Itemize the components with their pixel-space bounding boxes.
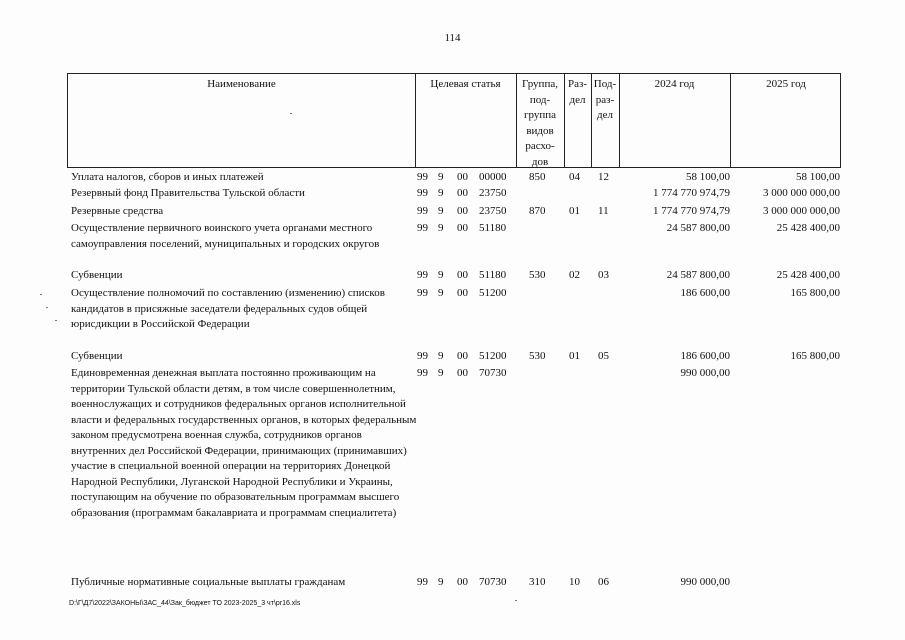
amount-2024: 990 000,00: [680, 367, 730, 379]
row-name: Публичные нормативные социальные выплаты гражданам: [71, 576, 346, 588]
expense-group: 870: [529, 205, 546, 217]
target-code-part: 00000: [479, 171, 507, 183]
header-section: [564, 77, 591, 108]
table-header: [67, 73, 841, 168]
header-section-line: дел: [569, 93, 586, 106]
amount-2025: 3 000 000 000,00: [763, 187, 840, 199]
target-code-part: 00: [457, 576, 468, 588]
header-subsection-line: Под-: [593, 78, 617, 90]
target-code-part: 9: [438, 171, 444, 183]
amount-2024: 1 774 770 974,79: [653, 187, 730, 199]
row-name: Осуществление полномочий по составлению (изменению) списков кандидатов в присяжные заседатели федеральных судов общей юрисдикции в Российской Федерации: [71, 287, 385, 330]
target-code-part: 99: [417, 350, 428, 362]
target-code-part: 99: [417, 171, 428, 183]
header-subsection-line: раз-: [595, 93, 615, 106]
expense-group: 310: [529, 576, 546, 588]
target-code-part: 99: [417, 205, 428, 217]
target-code-part: 9: [438, 269, 444, 281]
page-number: 114: [444, 32, 461, 44]
amount-2024: 58 100,00: [686, 171, 730, 183]
target-code-part: 70730: [479, 367, 507, 379]
amount-2025: 25 428 400,00: [776, 222, 840, 234]
row-name: Уплата налогов, сборов и иных платежей: [71, 171, 264, 183]
target-code-part: 9: [438, 350, 444, 362]
header-year-2025: 2025 год: [766, 78, 806, 90]
row-name: Субвенции: [71, 269, 123, 281]
target-code-part: 00: [457, 187, 468, 199]
row-name: Субвенции: [71, 350, 123, 362]
target-code-part: 99: [417, 576, 428, 588]
amount-2025: 58 100,00: [796, 171, 840, 183]
target-code-part: 51200: [479, 350, 507, 362]
target-code-part: 51180: [479, 222, 507, 234]
subsection-code: 11: [598, 205, 609, 217]
target-code-part: 51180: [479, 269, 507, 281]
amount-2024: 186 600,00: [680, 287, 730, 299]
target-code-part: 00: [457, 367, 468, 379]
section-code: 04: [569, 171, 580, 183]
target-code-part: 9: [438, 205, 444, 217]
header-group-line: дов: [531, 155, 549, 168]
target-code-part: 23750: [479, 187, 507, 199]
target-code-part: 99: [417, 222, 428, 234]
section-code: 02: [569, 269, 580, 281]
target-code-part: 23750: [479, 205, 507, 217]
target-code-part: 9: [438, 287, 444, 299]
header-group-line: под-: [529, 93, 551, 106]
amount-2024: 24 587 800,00: [666, 269, 730, 281]
subsection-code: 12: [598, 171, 609, 183]
scan-speck: [290, 113, 292, 114]
subsection-code: 06: [598, 576, 609, 588]
scan-speck: [46, 307, 48, 308]
amount-2024: 186 600,00: [680, 350, 730, 362]
row-name: Резервные средства: [71, 205, 164, 217]
row-name: Осуществление первичного воинского учета органами местного самоуправления поселений, муниципальных и городских округов: [71, 222, 380, 250]
target-code-part: 00: [457, 205, 468, 217]
amount-2025: 165 800,00: [790, 287, 840, 299]
target-code-part: 00: [457, 350, 468, 362]
expense-group: 530: [529, 350, 546, 362]
scan-speck: [515, 600, 517, 601]
subsection-code: 05: [598, 350, 609, 362]
target-code-part: 9: [438, 576, 444, 588]
header-subsection: [591, 77, 619, 124]
target-code-part: 70730: [479, 576, 507, 588]
amount-2025: 165 800,00: [790, 350, 840, 362]
scan-speck: [55, 320, 57, 321]
target-code-part: 99: [417, 269, 428, 281]
target-code-part: 99: [417, 367, 428, 379]
expense-group: 530: [529, 269, 546, 281]
expense-group: 850: [529, 171, 546, 183]
amount-2024: 990 000,00: [680, 576, 730, 588]
footer-file-path: D:\Г\Д7\2022\ЗАКОНЫ\ЗАС_44\Зак_бюджет ТО 2023-2025_3 чт\pr16.xls: [69, 600, 301, 607]
row-name: Единовременная денежная выплата постоянно проживающим на территории Тульской области детям, в том числе совершеннолетним, военнослужащих и сотрудников федеральных органов исполнительной власти и федеральных государственных органов, в которых федеральным законом предусмотрена военная служба, сотрудников органов внутренних дел Российской Федерации, принимающих (принимавших) участие в специальной военной операции на территориях Донецкой Народной Республики, Луганской Народной Республики и Украины, поступающим на обучение по образовательным программам высшего образования (программам бакалавриата и программам специалитета): [71, 367, 417, 519]
section-code: 01: [569, 205, 580, 217]
target-code-part: 99: [417, 287, 428, 299]
target-code-part: 51200: [479, 287, 507, 299]
target-code-part: 9: [438, 187, 444, 199]
header-group-line: группа: [523, 109, 557, 121]
target-code-part: 9: [438, 222, 444, 234]
amount-2025: 25 428 400,00: [776, 269, 840, 281]
target-code-part: 99: [417, 187, 428, 199]
header-subsection-line: дел: [597, 109, 613, 121]
row-name: Резервный фонд Правительства Тульской области: [71, 187, 305, 199]
subsection-code: 03: [598, 269, 609, 281]
header-year-2024: 2024 год: [654, 78, 695, 90]
section-code: 10: [569, 576, 580, 588]
target-code-part: 00: [457, 269, 468, 281]
scan-speck: [40, 294, 42, 295]
target-code-part: 9: [438, 367, 444, 379]
section-code: 01: [569, 350, 580, 362]
amount-2024: 1 774 770 974,79: [653, 205, 730, 217]
header-target-article: Целевая статья: [430, 78, 501, 90]
target-code-part: 00: [457, 222, 468, 234]
header-group-line: видов: [526, 124, 554, 137]
header-group: [516, 77, 564, 170]
header-name: Наименование: [207, 78, 276, 90]
amount-2025: 3 000 000 000,00: [763, 205, 840, 217]
amount-2024: 24 587 800,00: [666, 222, 730, 234]
target-code-part: 00: [457, 287, 468, 299]
header-group-line: Группа,: [522, 78, 558, 90]
header-section-line: Раз-: [567, 78, 587, 90]
target-code-part: 00: [457, 171, 468, 183]
header-group-line: расхо-: [525, 140, 555, 152]
